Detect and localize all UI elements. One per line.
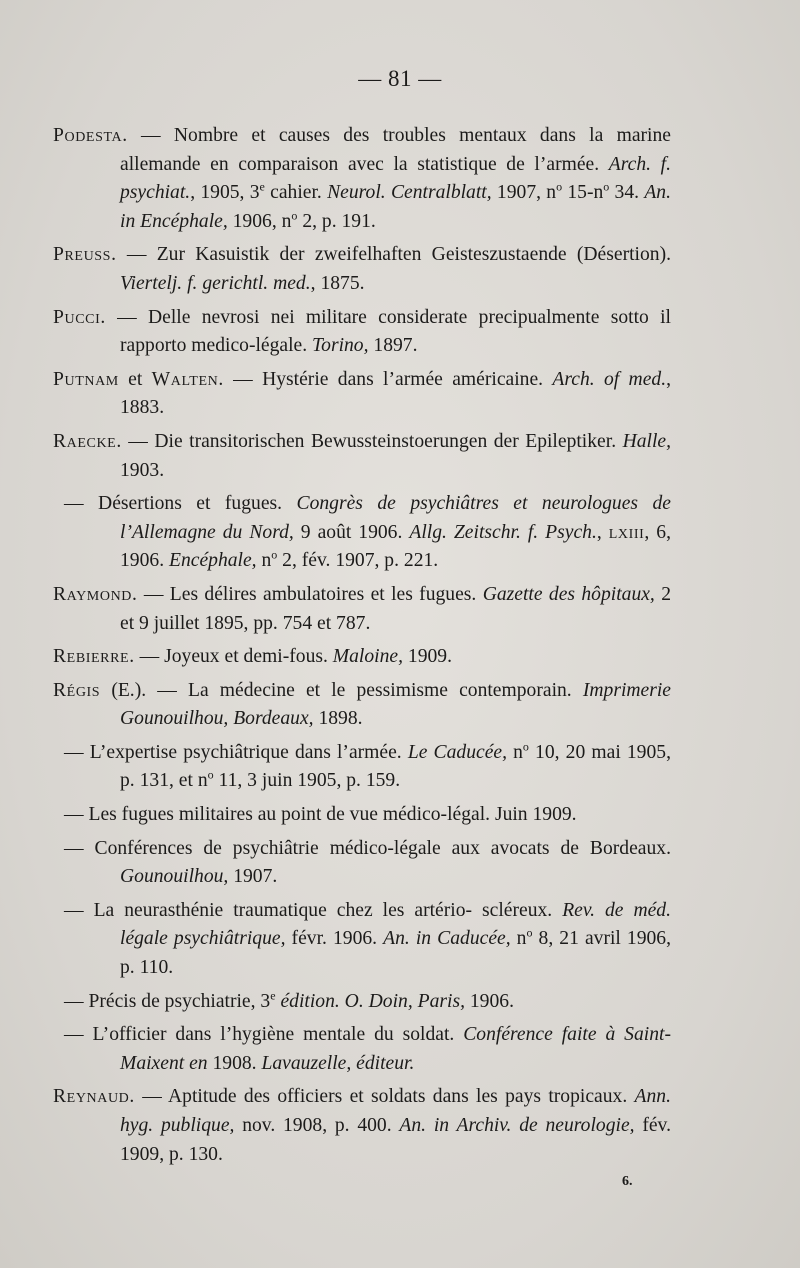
bibliography-entry — [53, 490, 671, 576]
text-segment: 2, fév. 1907, p. 221. — [277, 550, 439, 572]
title-italic: An. in Caducée, — [383, 928, 511, 950]
title-italic: Congrès de psychiâtres et neurologues de l’Allemagne du Nord, — [120, 493, 672, 543]
title-italic: Arch. f. psychiat. — [120, 153, 671, 204]
title-italic: Allg. Zeitschr. f. Psych. — [409, 521, 597, 543]
text-segment: (E.). — La médecine et le pessimisme contemporain. — [100, 679, 583, 701]
bibliography-entry — [53, 835, 671, 892]
bibliography-entry — [53, 1021, 671, 1078]
superscript: o — [522, 739, 529, 754]
text-segment: fév. 1909, p. 130. — [120, 1115, 671, 1165]
text-segment: 11, 3 juin 1905, p. 159. — [213, 770, 401, 792]
text-segment: n — [256, 550, 272, 572]
title-italic: Imprimerie Gounouilhou, Bordeaux, — [120, 679, 671, 730]
title-italic: An. in Encéphale, — [120, 182, 671, 232]
bibliography-entry — [53, 801, 671, 830]
superscript: o — [603, 179, 610, 194]
bibliography-entry — [53, 643, 671, 672]
text-segment: , 1883. — [120, 368, 672, 419]
title-italic: Viertelj. f. gerichtl. med. — [120, 272, 311, 294]
text-segment: — Hystérie dans l’armée américaine. — [223, 368, 553, 390]
text-segment: 8, 21 avril 1906, p. 110. — [120, 928, 672, 979]
text-segment: 2, p. 191. — [297, 210, 376, 232]
text-segment: — Nombre et causes des troubles mentaux dans la marine allemande en comparaison avec la statistique de l’armée. — [120, 125, 671, 175]
author-name: lxiii — [608, 521, 645, 543]
title-italic: Encéphale, — [168, 550, 257, 572]
author-name: Rebierre. — [53, 646, 135, 668]
bibliography-entry — [53, 241, 671, 298]
title-italic: Ann. hyg. publique, — [120, 1086, 671, 1136]
text-segment: 9 août 1906. — [293, 521, 410, 543]
author-name: Raecke. — [53, 430, 122, 452]
title-italic: Gounouilhou, — [120, 866, 229, 888]
bibliography-entry — [53, 366, 671, 423]
title-italic: Neurol. Centralblatt, — [327, 182, 492, 204]
text-segment: 1903. — [120, 459, 165, 481]
bibliography-entry — [53, 581, 671, 638]
bibliography-entry — [53, 428, 671, 485]
text-segment: — La neurasthénie traumatique chez les artério- scléreux. — [64, 899, 563, 921]
superscript: o — [526, 925, 533, 940]
title-italic: Gazette des hôpitaux, — [482, 583, 655, 605]
title-italic: édition. O. Doin, Paris, — [280, 990, 465, 1012]
title-italic: Arch. of med. — [552, 368, 667, 390]
author-name: Pucci. — [53, 306, 106, 328]
title-italic: Maloine, — [332, 646, 403, 668]
bibliography-list — [53, 122, 671, 1174]
text-segment: n — [510, 928, 527, 950]
title-italic: Rev. de méd. légale psychiâtrique, — [120, 899, 671, 950]
text-segment: , 1905, 3 — [190, 182, 260, 204]
bibliography-entry — [53, 988, 671, 1017]
superscript: o — [556, 179, 563, 194]
superscript: o — [271, 547, 278, 562]
text-segment: févr. 1906. — [285, 928, 384, 950]
bibliography-entry — [53, 122, 671, 236]
author-name: Podesta. — [53, 125, 128, 146]
page-number: — 81 — — [358, 66, 442, 91]
bibliography-entry — [53, 897, 671, 983]
superscript: o — [291, 208, 298, 223]
author-name: Walten. — [151, 368, 224, 390]
superscript: e — [259, 179, 265, 194]
bibliography-entry — [53, 677, 671, 734]
text-segment: — Les fugues militaires au point de vue médico-légal. Juin 1909. — [64, 804, 577, 826]
text-segment: — Désertions et fugues. — [64, 493, 297, 515]
title-italic: Le Caducée, — [407, 741, 507, 763]
text-segment: — Delle nevrosi nei militare considerate precipualmente sotto il rapporto medico-légale. — [105, 306, 671, 357]
text-segment: — Joyeux et demi-fous. — [134, 646, 333, 668]
text-segment: — Les délires ambulatoires et les fugues. — [137, 583, 483, 605]
text-segment: cahier. — [264, 182, 328, 204]
text-segment: nov. 1908, p. 400. — [234, 1115, 400, 1136]
bibliography-entry — [53, 739, 671, 796]
text-segment: — Conférences de psychiâtrie médico-légale aux avocats de Bordeaux. — [64, 837, 671, 859]
author-name: Reynaud. — [53, 1086, 135, 1108]
text-segment: 15-n — [562, 182, 604, 204]
author-name: Putnam — [53, 368, 119, 390]
text-segment: et — [118, 368, 152, 390]
text-segment: , 6, 1906. — [120, 521, 672, 572]
text-segment: 1907. — [228, 866, 278, 888]
text-segment: 1909. — [403, 646, 452, 668]
bibliography-entry — [53, 304, 671, 361]
text-segment: n — [507, 741, 523, 763]
text-segment: 1898. — [313, 708, 363, 730]
author-name: Raymond. — [53, 583, 138, 605]
text-segment: , — [596, 521, 609, 543]
title-italic: Halle, — [622, 430, 671, 452]
text-segment: 1906, n — [227, 210, 292, 232]
superscript: e — [270, 988, 276, 1003]
title-italic: Torino, — [312, 335, 369, 357]
text-segment: 34. — [609, 182, 645, 204]
text-segment: — Zur Kasuistik der zweifelhaften Geisteszustaende (Désertion). — [116, 244, 671, 266]
text-segment: 1897. — [368, 335, 418, 357]
text-segment: — L’expertise psychiâtrique dans l’armée. — [64, 741, 408, 763]
text-segment: 2 et 9 juillet 1895, pp. 754 et 787. — [120, 583, 671, 634]
author-name: Preuss. — [53, 244, 117, 266]
text-segment: — L’officier dans l’hygiène mentale du soldat. — [64, 1024, 464, 1046]
text-segment: — Précis de psychiatrie, 3 — [64, 990, 271, 1012]
author-name: Régis — [53, 679, 101, 701]
text-segment: 1908. — [207, 1052, 262, 1074]
text-segment: — Die transitorischen Bewussteinstoerungen der Epileptiker. — [121, 430, 623, 452]
superscript: o — [207, 767, 214, 782]
title-italic: Conférence faite à Saint-Maixent en — [120, 1024, 671, 1074]
text-segment: — Aptitude des officiers et soldats dans les pays tropicaux. — [134, 1086, 635, 1108]
signature-mark: 6. — [622, 1174, 633, 1189]
title-italic: An. in Archiv. de neurologie, — [399, 1115, 635, 1136]
title-italic: Lavauzelle, éditeur. — [261, 1052, 415, 1074]
text-segment: 1907, n — [491, 182, 557, 204]
bibliography-entry — [53, 1083, 671, 1169]
text-segment: , 1875. — [310, 272, 365, 294]
text-segment: 1906. — [464, 990, 514, 1012]
text-segment: 10, 20 mai 1905, p. 131, et n — [120, 741, 671, 792]
